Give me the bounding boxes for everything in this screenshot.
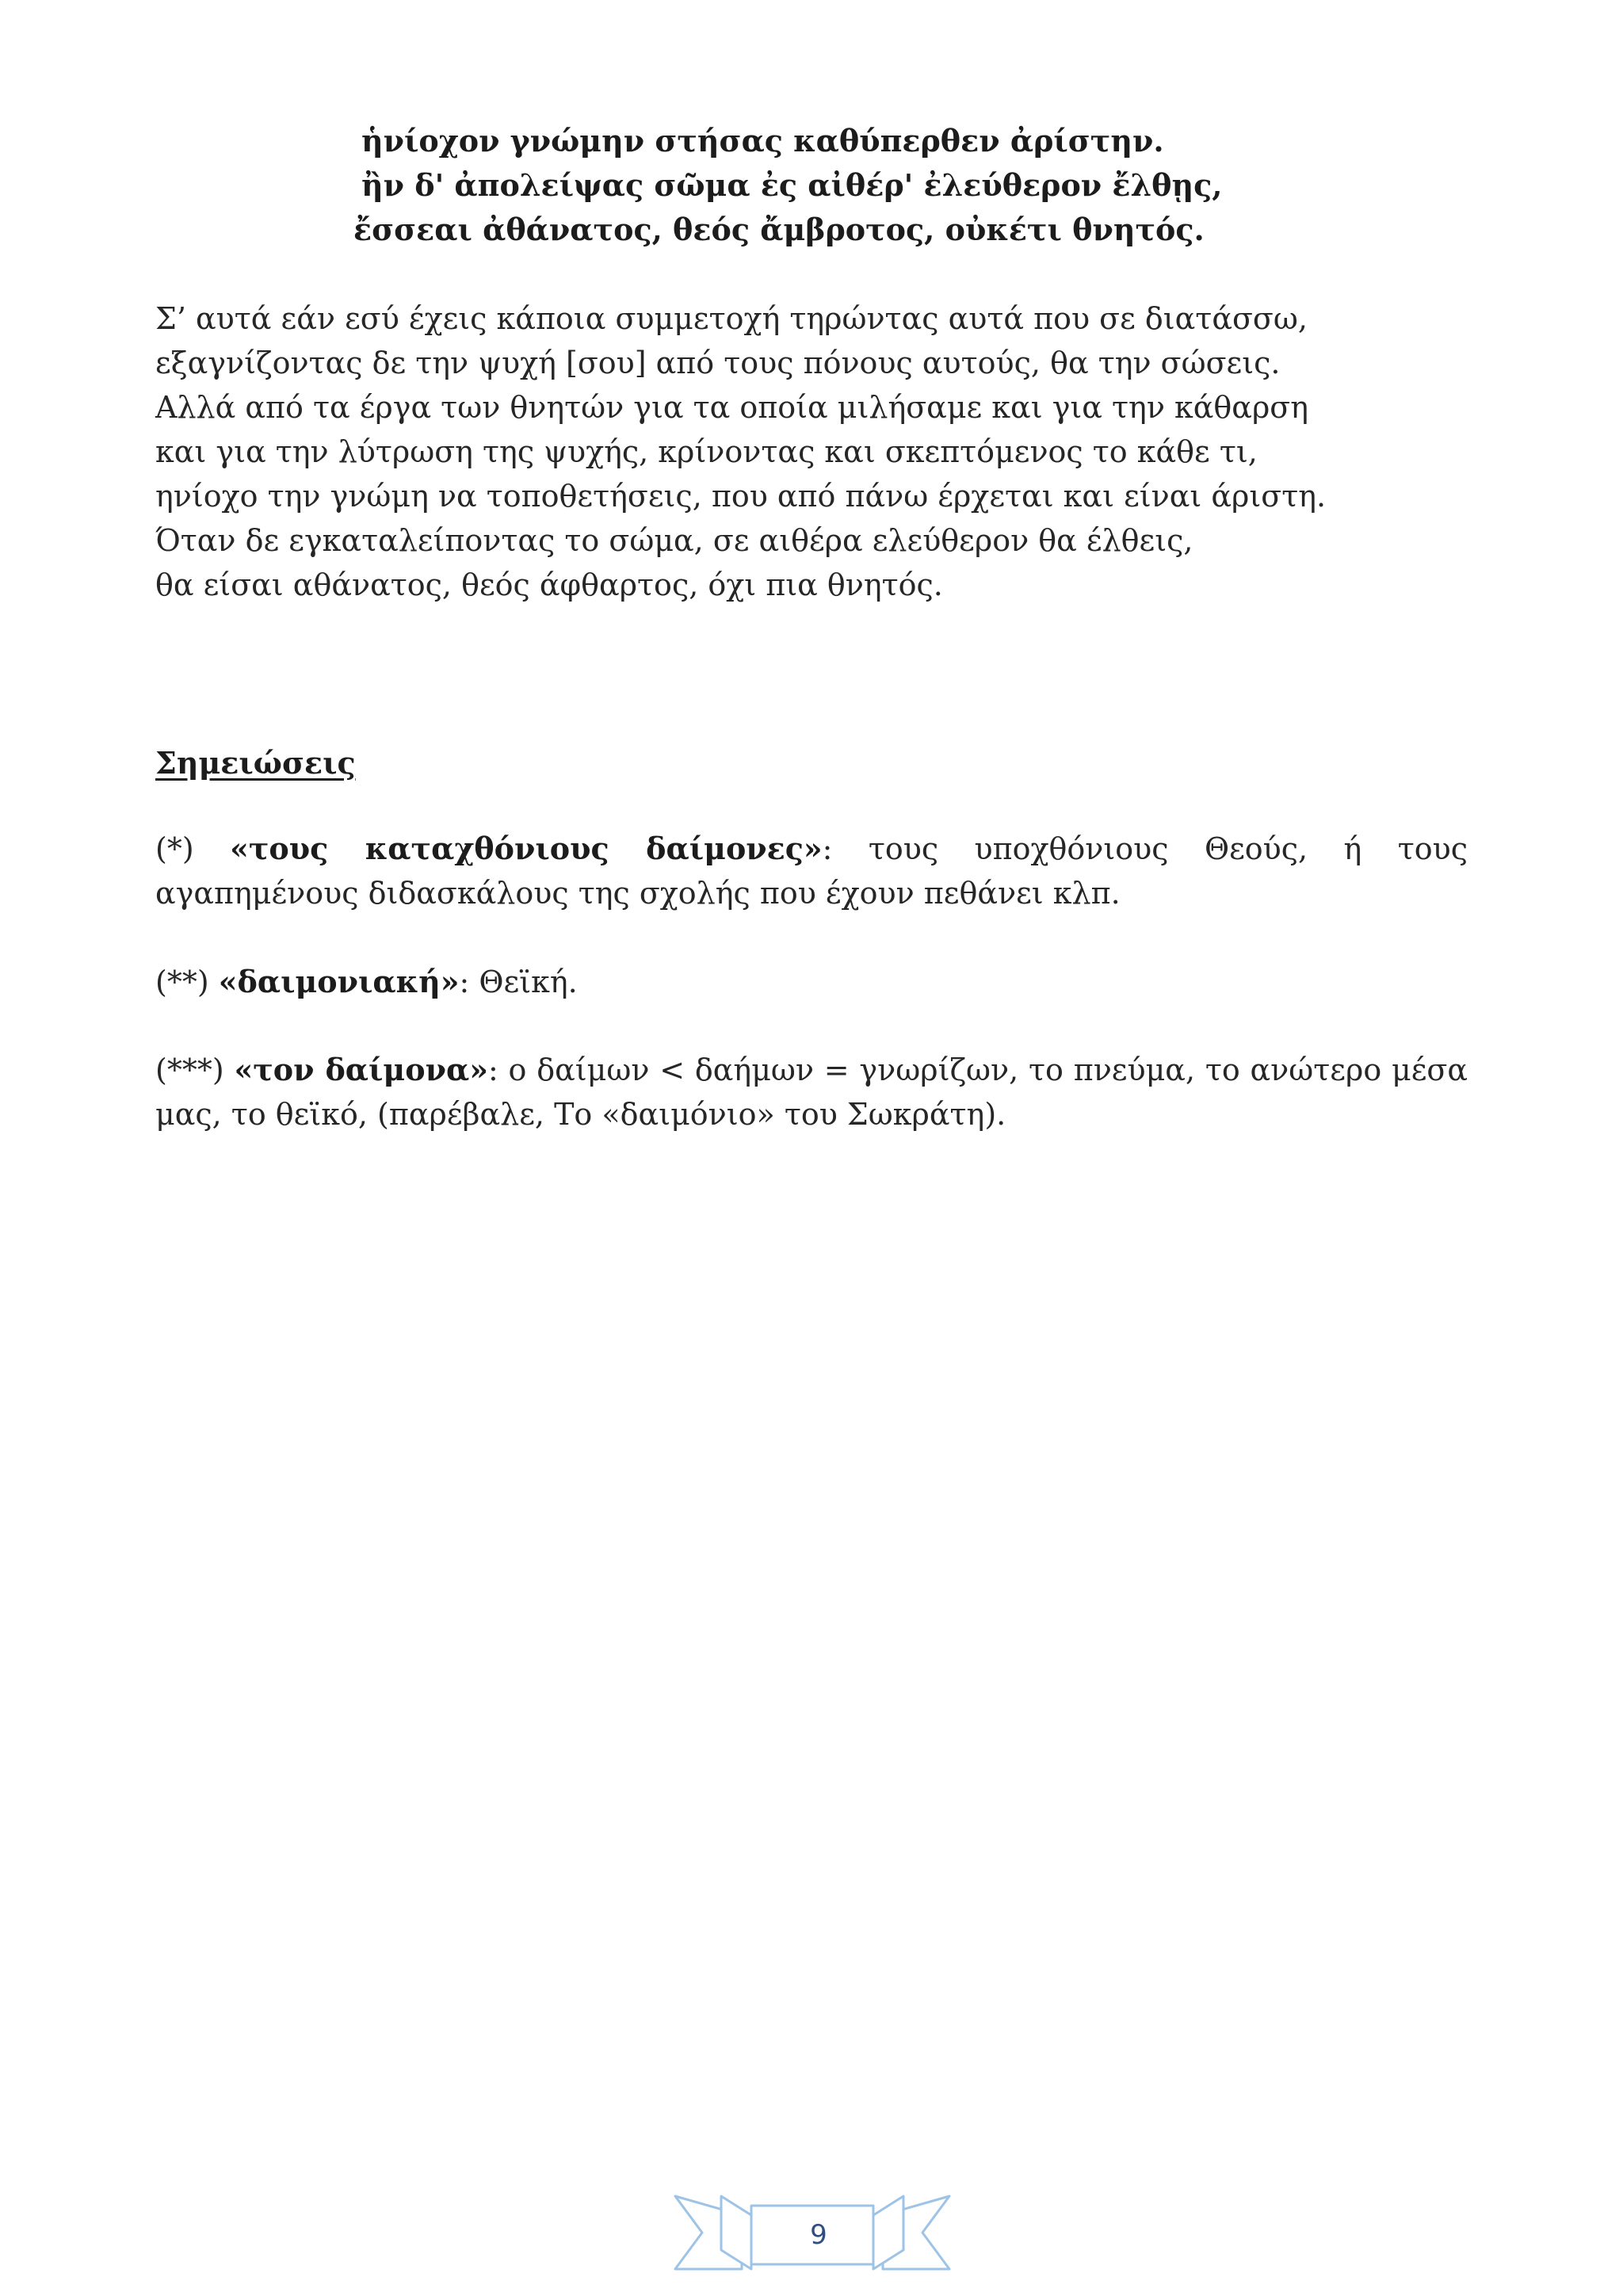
page-number: 9 (810, 2219, 827, 2251)
verse-line: ἡνίοχον γνώμην στήσας καθύπερθεν ἀρίστην. (361, 123, 1164, 159)
note-item (155, 960, 1468, 1004)
translation-line: Αλλά από τα έργα των θνητών για τα οποία μιλήσαμε και για την κάθαρση (155, 390, 1309, 425)
note-marker: (*) (155, 831, 194, 866)
note-item (155, 827, 1468, 915)
note-item (155, 1048, 1468, 1137)
note-term: «τον δαίμονα» (234, 1052, 488, 1087)
translation-line: θα είσαι αθάνατος, θεός άφθαρτος, όχι πια θνητός. (155, 567, 943, 602)
note-text: : ο δαίμων < δαήμων = γνωρίζων, το πνεύμα, το ανώτερο μέσα μας, το θεϊκό, (παρέβαλε, Το «δαιμόνιο» του Σωκράτη). (155, 1052, 1468, 1132)
translation-line: εξαγνίζοντας δε την ψυχή [σου] από τους πόνους αυτούς, θα την σώσεις. (155, 346, 1281, 380)
modern-greek-translation (155, 296, 1503, 607)
translation-line: ηνίοχο την γνώμη να τοποθετήσεις, που από πάνω έρχεται και είναι άριστη. (155, 479, 1327, 514)
note-marker: (**) (155, 965, 209, 999)
note-term: «δαιμονιακή» (218, 964, 460, 999)
note-marker: (***) (155, 1052, 224, 1087)
note-text: : τους υποχθόνιους Θεούς, ή τους αγαπημένους διδασκάλους της σχολής που έχουν πεθάνει κλπ. (155, 831, 1468, 911)
verse-line: ἔσσεαι ἀθάνατος, θεός ἄμβροτος, οὐκέτι θνητός. (353, 212, 1205, 247)
notes-heading: Σημειώσεις (155, 745, 356, 781)
translation-line: Όταν δε εγκαταλείποντας το σώμα, σε αιθέρα ελεύθερον θα έλθεις, (155, 523, 1193, 558)
verse-line: ἢν δ' ἀπολείψας σῶμα ἐς αἰθέρ' ἐλεύθερον ἔλθῃς, (361, 167, 1223, 203)
note-term: «τους καταχθόνιους δαίμονες» (230, 831, 823, 866)
note-text: : Θεϊκή. (459, 965, 578, 999)
translation-line: Σ’ αυτά εάν εσύ έχεις κάποια συμμετοχή τηρώντας αυτά που σε διατάσσω, (155, 301, 1308, 336)
translation-line: και για την λύτρωση της ψυχής, κρίνοντας και σκεπτόμενος το κάθε τι, (155, 434, 1258, 469)
